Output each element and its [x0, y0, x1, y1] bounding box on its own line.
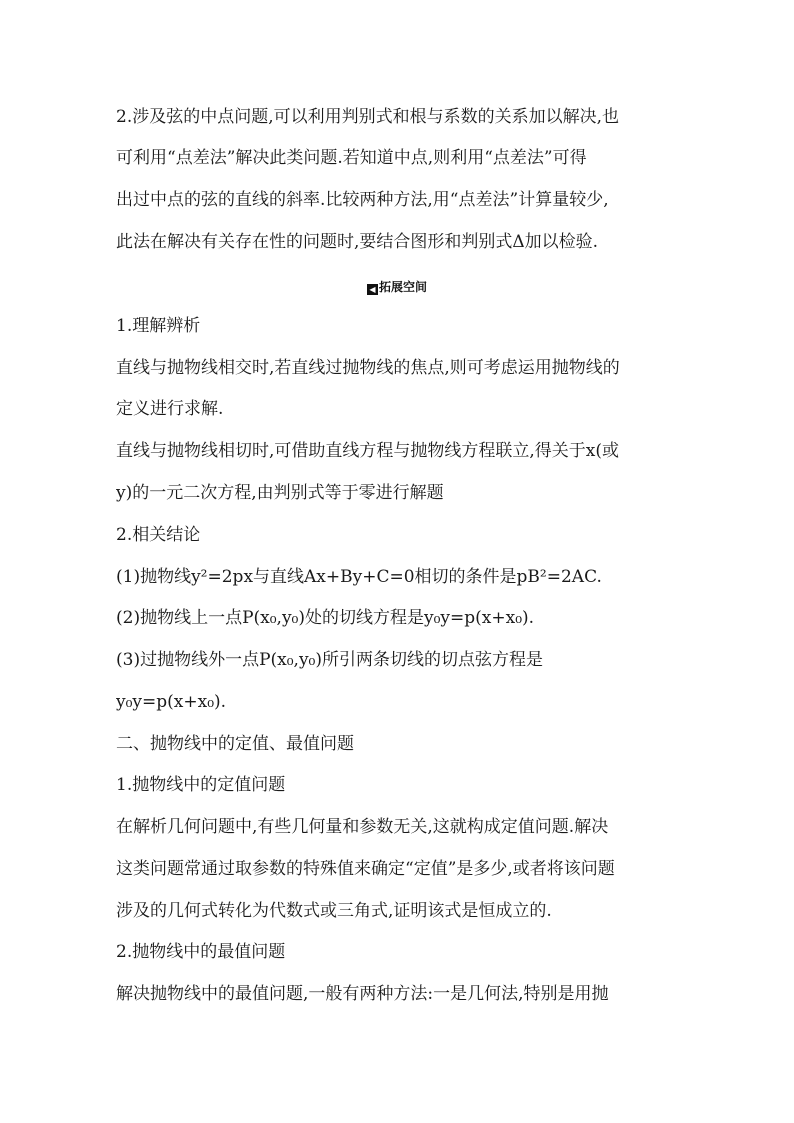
paragraph-line-7: 直线与抛物线相切时,可借助直线方程与抛物线方程联立,得关于x(或 [116, 441, 620, 461]
section-heading-label: 拓展空间 [378, 280, 427, 294]
paragraph-line-4: 此法在解决有关存在性的问题时,要结合图形和判别式Δ加以检验. [116, 232, 599, 252]
paragraph-line-6: 定义进行求解. [116, 399, 224, 419]
paragraph-line-9: 在解析几何问题中,有些几何量和参数无关,这就构成定值问题.解决 [116, 817, 609, 837]
subheading-understanding: 1.理解辨析 [116, 316, 201, 336]
paragraph-line-3: 出过中点的弦的直线的斜率.比较两种方法,用“点差法”计算量较少, [116, 190, 609, 210]
subheading-conclusions: 2.相关结论 [116, 525, 201, 545]
subheading-fixed-value: 1.抛物线中的定值问题 [116, 775, 286, 795]
paragraph-line-5: 直线与抛物线相交时,若直线过抛物线的焦点,则可考虑运用抛物线的 [116, 358, 620, 378]
speaker-icon: ◀ [367, 284, 378, 295]
paragraph-line-2: 可利用“点差法”解决此类问题.若知道中点,则利用“点差法”可得 [116, 148, 587, 168]
paragraph-line-1: 2.涉及弦的中点问题,可以利用判别式和根与系数的关系加以解决,也 [116, 107, 620, 127]
conclusion-2: (2)抛物线上一点P(x₀,y₀)处的切线方程是y₀y=p(x+x₀). [116, 608, 535, 628]
paragraph-line-11: 涉及的几何式转化为代数式或三角式,证明该式是恒成立的. [116, 901, 552, 921]
subheading-extreme-value: 2.抛物线中的最值问题 [116, 942, 286, 962]
paragraph-line-10: 这类问题常通过取参数的特殊值来确定“定值”是多少,或者将该问题 [116, 859, 615, 879]
section-title-fixed-extreme: 二、抛物线中的定值、最值问题 [116, 734, 354, 754]
paragraph-line-12: 解决抛物线中的最值问题,一般有两种方法:一是几何法,特别是用抛 [116, 984, 609, 1004]
conclusion-3: (3)过抛物线外一点P(x₀,y₀)所引两条切线的切点弦方程是 [116, 650, 544, 670]
paragraph-line-8: y)的一元二次方程,由判别式等于零进行解题 [116, 483, 444, 503]
conclusion-1: (1)抛物线y²=2px与直线Ax+By+C=0相切的条件是pB²=2AC. [116, 567, 602, 587]
conclusion-3-cont: y₀y=p(x+x₀). [116, 692, 227, 712]
section-heading [0, 279, 794, 295]
